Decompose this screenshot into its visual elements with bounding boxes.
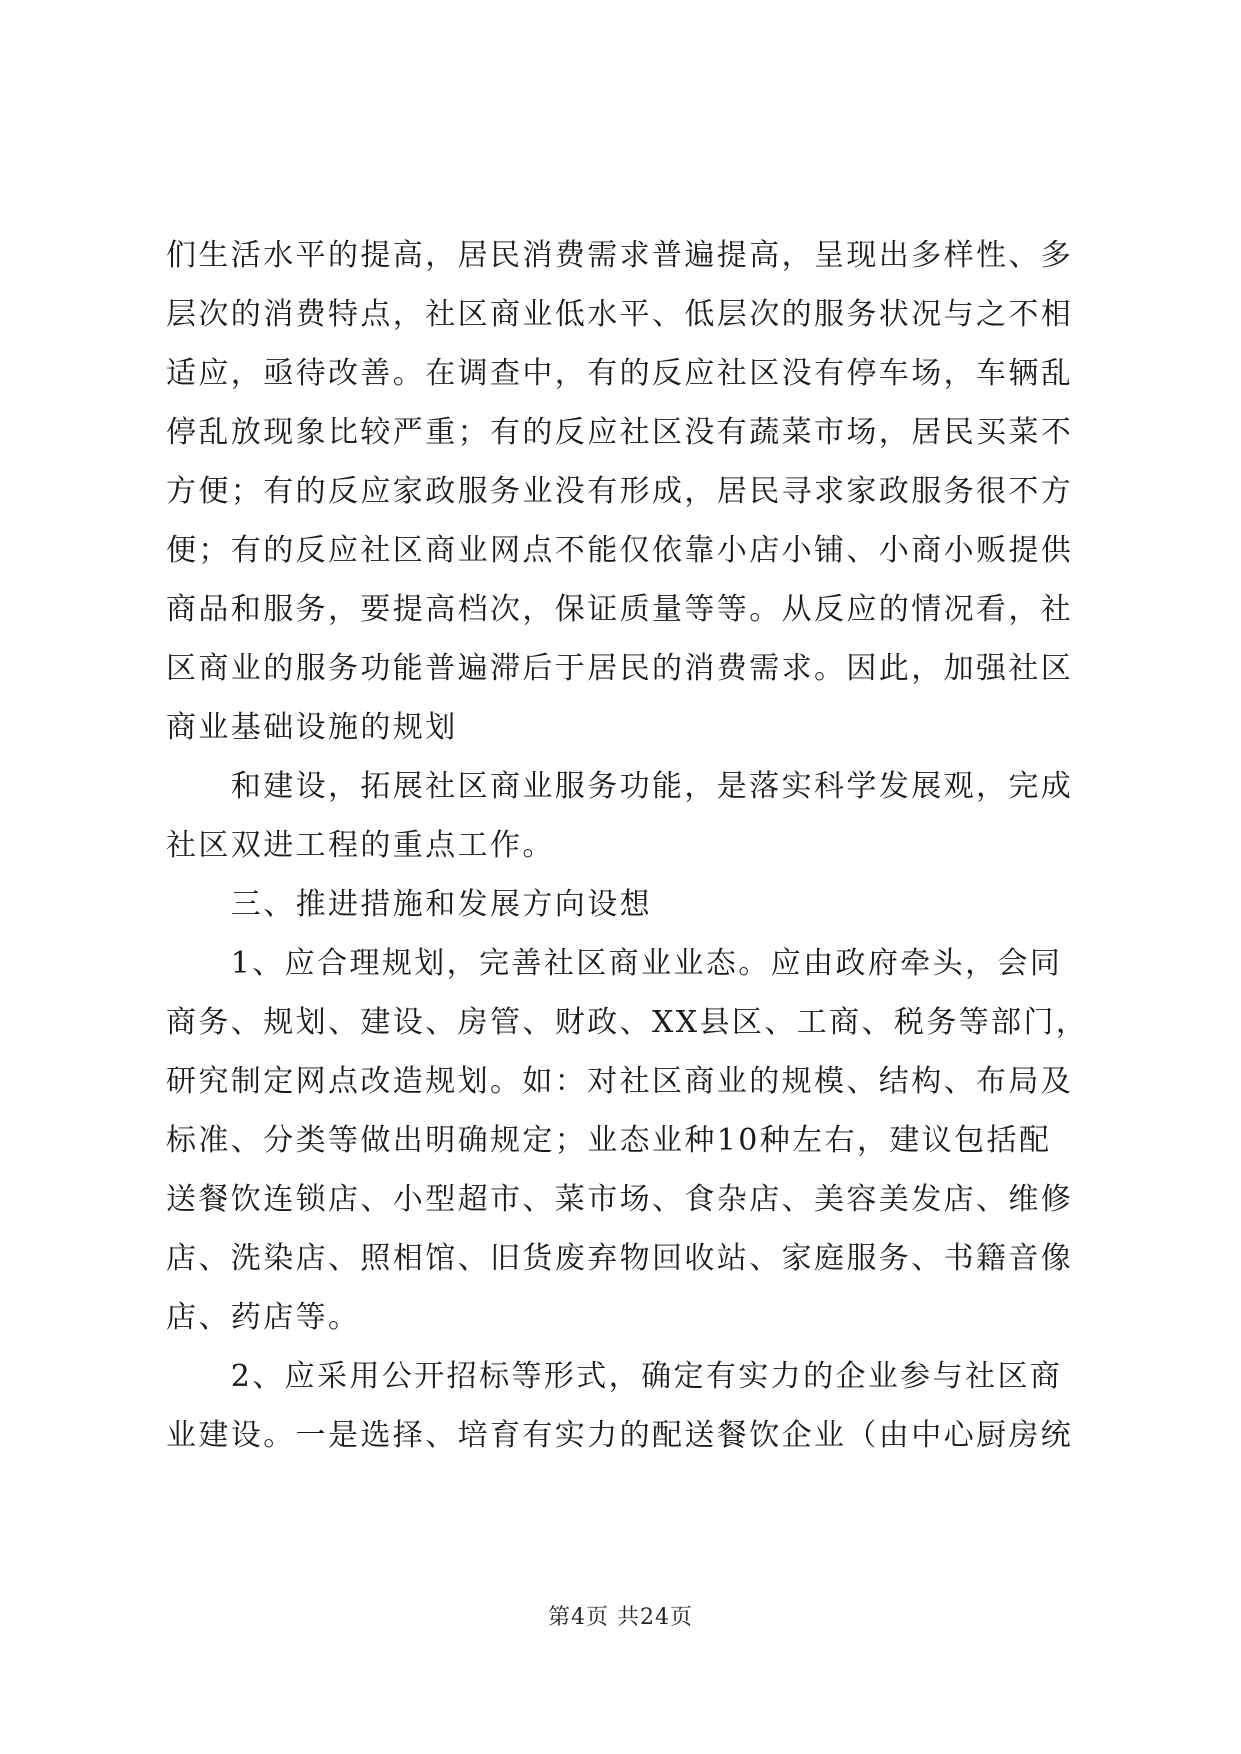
text-line: 方便；有的反应家政服务业没有形成，居民寻求家政服务很不方	[166, 474, 1074, 509]
text-line: 业建设。一是选择、培育有实力的配送餐饮企业（由中心厨房统	[166, 1418, 1074, 1453]
text-line: 1、应合理规划，完善社区商业业态。应由政府牵头，会同	[166, 946, 1063, 981]
text-line: 商品和服务，要提高档次，保证质量等等。从反应的情况看，社	[166, 592, 1074, 627]
text-line: 停乱放现象比较严重；有的反应社区没有蔬菜市场，居民买菜不	[166, 415, 1074, 450]
page-number-footer: 第4页 共24页	[548, 1605, 693, 1630]
text-line: 和建设，拓展社区商业服务功能，是落实科学发展观，完成	[166, 769, 1074, 804]
text-line: 店、洗染店、照相馆、旧货废弃物回收站、家庭服务、书籍音像	[166, 1241, 1074, 1276]
section-heading: 三、推进措施和发展方向设想	[166, 887, 652, 922]
text-line: 标准、分类等做出明确规定；业态业种10种左右，建议包括配	[166, 1123, 1052, 1158]
text-line: 适应，亟待改善。在调查中，有的反应社区没有停车场，车辆乱	[166, 356, 1074, 391]
text-line: 店、药店等。	[166, 1300, 361, 1335]
text-line: 们生活水平的提高，居民消费需求普遍提高，呈现出多样性、多	[166, 238, 1074, 273]
text-line: 商业基础设施的规划	[166, 710, 458, 745]
body-text	[166, 226, 1089, 1465]
text-line: 社区双进工程的重点工作。	[166, 828, 555, 863]
text-line: 研究制定网点改造规划。如：对社区商业的规模、结构、布局及	[166, 1064, 1074, 1099]
text-line: 2、应采用公开招标等形式，确定有实力的企业参与社区商	[166, 1359, 1063, 1394]
text-line: 便；有的反应社区商业网点不能仅依靠小店小铺、小商小贩提供	[166, 533, 1074, 568]
text-line: 层次的消费特点，社区商业低水平、低层次的服务状况与之不相	[166, 297, 1074, 332]
text-line: 区商业的服务功能普遍滞后于居民的消费需求。因此，加强社区	[166, 651, 1074, 686]
text-line: 送餐饮连锁店、小型超市、菜市场、食杂店、美容美发店、维修	[166, 1182, 1074, 1217]
text-line: 商务、规划、建设、房管、财政、XX县区、工商、税务等部门，	[166, 1005, 1089, 1040]
